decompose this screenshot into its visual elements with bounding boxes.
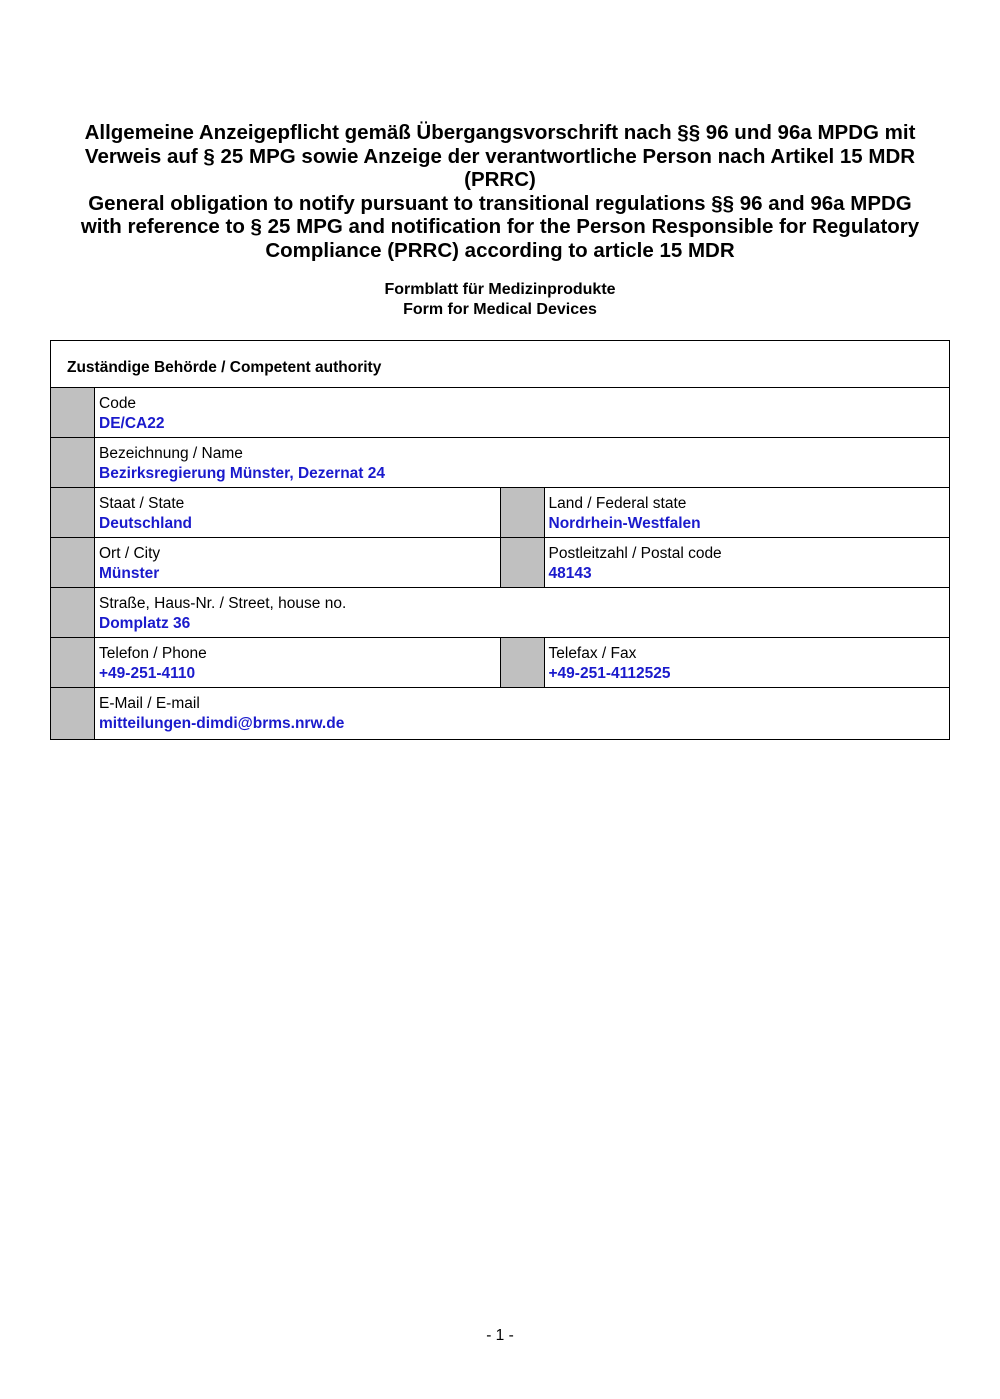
field-value: Münster bbox=[99, 565, 160, 582]
field-marker bbox=[501, 538, 545, 587]
field-name bbox=[51, 438, 949, 487]
field-marker bbox=[51, 538, 95, 587]
field-label: Ort / City bbox=[99, 545, 161, 562]
field-label: Bezeichnung / Name bbox=[99, 445, 243, 462]
title-line: General obligation to notify pursuant to transitional regulations §§ 96 and 96a MPDG bbox=[88, 191, 912, 215]
form-row-phone bbox=[51, 638, 949, 688]
field-marker bbox=[501, 638, 545, 687]
field-marker bbox=[501, 488, 545, 537]
title-line: Verweis auf § 25 MPG sowie Anzeige der verantwortliche Person nach Artikel 15 MDR bbox=[84, 144, 916, 168]
field-street bbox=[51, 588, 949, 637]
page-number: - 1 - bbox=[486, 1327, 514, 1344]
title-line: with reference to § 25 MPG and notification for the Person Responsible for Regulatory bbox=[80, 215, 920, 239]
subtitle-german: Formblatt für Medizinprodukte bbox=[384, 281, 616, 298]
form-row-code bbox=[51, 388, 949, 438]
form-row-street bbox=[51, 588, 949, 638]
field-marker bbox=[51, 638, 95, 687]
form-subtitle bbox=[200, 280, 800, 320]
field-code bbox=[51, 388, 949, 437]
document-title bbox=[40, 121, 960, 263]
field-label: Staat / State bbox=[99, 495, 185, 512]
field-value: Domplatz 36 bbox=[99, 615, 191, 632]
field-marker bbox=[51, 588, 95, 637]
field-city bbox=[51, 538, 500, 587]
field-marker bbox=[51, 388, 95, 437]
form-row-email bbox=[51, 688, 949, 739]
field-value: Bezirksregierung Münster, Dezernat 24 bbox=[99, 465, 385, 482]
field-marker bbox=[51, 688, 95, 739]
field-value: DE/CA22 bbox=[99, 415, 165, 432]
field-value: mitteilungen-dimdi@brms.nrw.de bbox=[99, 715, 345, 732]
field-value: +49-251-4112525 bbox=[548, 665, 671, 682]
field-label: Postleitzahl / Postal code bbox=[548, 545, 722, 562]
field-value: Deutschland bbox=[99, 515, 193, 532]
field-label: Telefon / Phone bbox=[99, 645, 207, 662]
subtitle-english: Form for Medical Devices bbox=[403, 301, 597, 318]
field-phone bbox=[51, 638, 500, 687]
field-marker bbox=[51, 438, 95, 487]
form-row-state bbox=[51, 488, 949, 538]
field-federal-state bbox=[500, 488, 950, 537]
form-row-name bbox=[51, 438, 949, 488]
field-fax bbox=[500, 638, 950, 687]
field-label: Code bbox=[99, 395, 137, 412]
field-email bbox=[51, 688, 949, 739]
form-row-city bbox=[51, 538, 949, 588]
field-label: Telefax / Fax bbox=[548, 645, 637, 662]
field-label: Straße, Haus-Nr. / Street, house no. bbox=[99, 595, 347, 612]
field-label: Land / Federal state bbox=[548, 495, 687, 512]
field-value: 48143 bbox=[548, 565, 592, 582]
field-postal-code bbox=[500, 538, 950, 587]
field-state bbox=[51, 488, 500, 537]
section-heading: Zuständige Behörde / Competent authority bbox=[51, 341, 949, 388]
competent-authority-form bbox=[50, 340, 950, 740]
field-label: E-Mail / E-mail bbox=[99, 695, 200, 712]
field-value: +49-251-4110 bbox=[99, 665, 196, 682]
field-value: Nordrhein-Westfalen bbox=[548, 515, 701, 532]
title-line: Allgemeine Anzeigepflicht gemäß Übergangsvorschrift nach §§ 96 und 96a MPDG mit bbox=[84, 121, 916, 144]
field-marker bbox=[51, 488, 95, 537]
title-line: Compliance (PRRC) according to article 15 MDR bbox=[265, 238, 735, 262]
title-line: (PRRC) bbox=[464, 168, 536, 192]
